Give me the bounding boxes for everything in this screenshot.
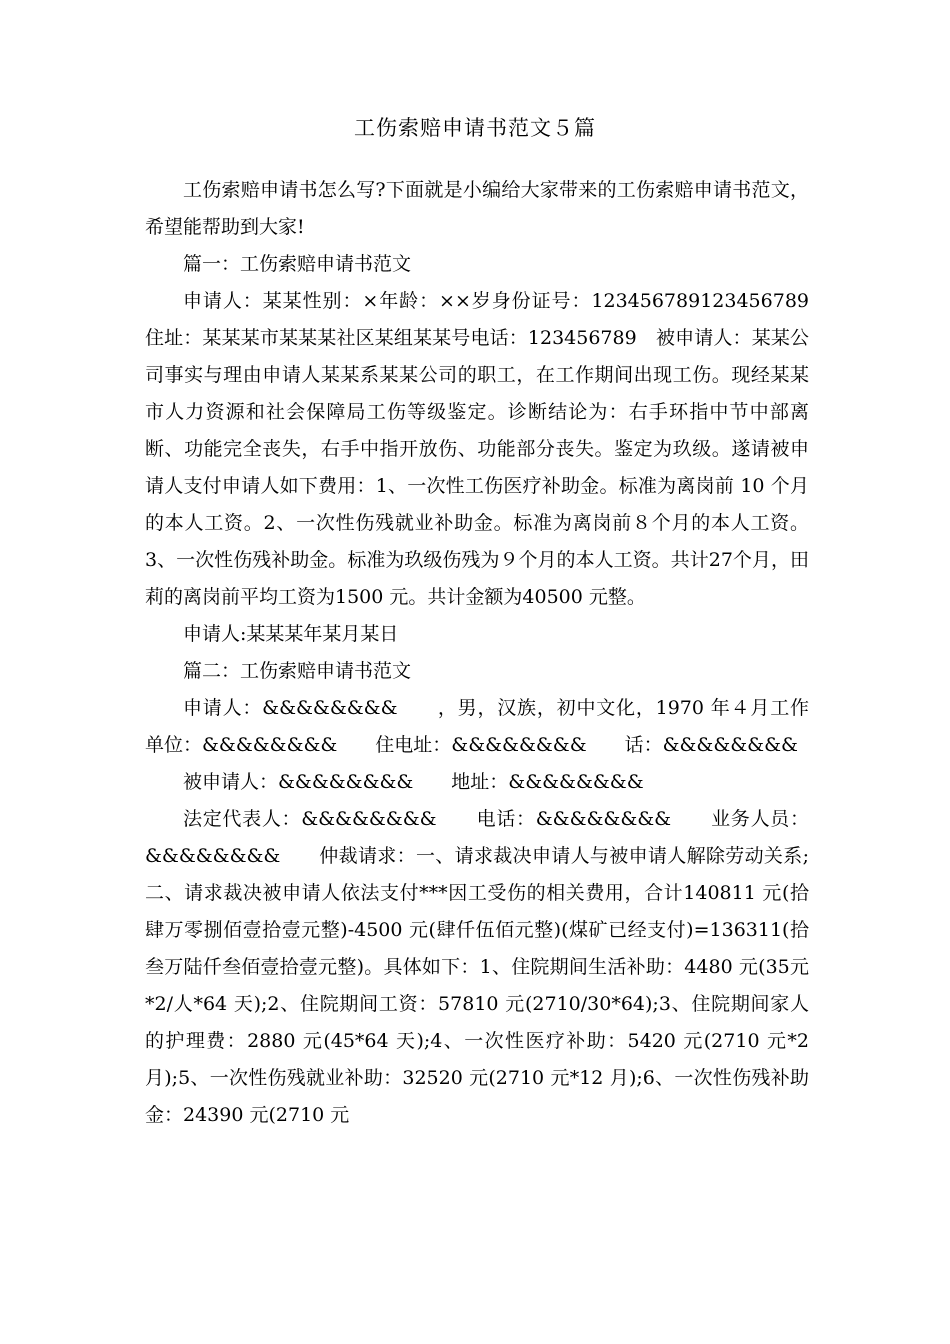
section-heading-1: 篇一：工伤索赔申请书范文	[183, 253, 412, 275]
signature-line: 申请人:某某某年某月某日	[183, 623, 399, 645]
representative-and-claims: 法定代表人：&&&&&&&& 电话：&&&&&&&& 业务人员：&&&&&&&& 仲裁请求：一、请求裁决申请人与被申请人解除劳动关系;二、请求裁决被申请人依法支付***因工受伤的相关费用，合计140811 元(拾肆万零捌佰壹拾壹元整)-4500 元(肆仟伍佰元整)(煤矿已经支付)=136311(拾叁万陆仟叁佰壹拾壹元整)。具体如下：1、住院期间生活补助：4480 元(35元*2/人*64 天);2、住院期间工资：57810 元(2710/30*64);3、住院期间家人的护理费：2880 元(45*64 天);4、一次性医疗补助：5420 元(2710 元*2 月);5、一次性伤残就业补助：32520 元(2710 元*12 月);6、一次性伤残补助金：24390 元(2710 元	[145, 808, 809, 1126]
document-title: 工伤索赔申请书范文５篇	[354, 116, 596, 140]
section-1-body: 申请人：某某性别：×年龄：××岁身份证号：123456789123456789 住址：某某某市某某某社区某组某某号电话：123456789 被申请人：某某公司事实与理由申请人某某系某某公司的职工，在工作期间出现工伤。现经某某市人力资源和社会保障局工伤等级鉴定。诊断结论为：右手环指中节中部离断、功能完全丧失，右手中指开放伤、功能部分丧失。鉴定为玖级。遂请被申请人支付申请人如下费用：1、一次性工伤医疗补助金。标准为离岗前 10 个月的本人工资。2、一次性伤残就业补助金。标准为离岗前８个月的本人工资。3、一次性伤残补助金。标准为玖级伤残为９个月的本人工资。共计27个月，田莉的离岗前平均工资为1500 元。共计金额为40500 元整。	[145, 290, 829, 608]
section-heading-2: 篇二：工伤索赔申请书范文	[183, 660, 412, 682]
applicant-info: 申请人：&&&&&&&& ，男，汉族，初中文化，1970 年４月工作单位：&&&&&&&& 住电址：&&&&&&&& 话：&&&&&&&&	[145, 697, 809, 756]
intro-paragraph: 工伤索赔申请书怎么写?下面就是小编给大家带来的工伤索赔申请书范文，希望能帮助到大家!	[145, 179, 809, 238]
document-body	[145, 172, 829, 1134]
respondent-info: 被申请人：&&&&&&&& 地址：&&&&&&&&	[183, 771, 644, 793]
